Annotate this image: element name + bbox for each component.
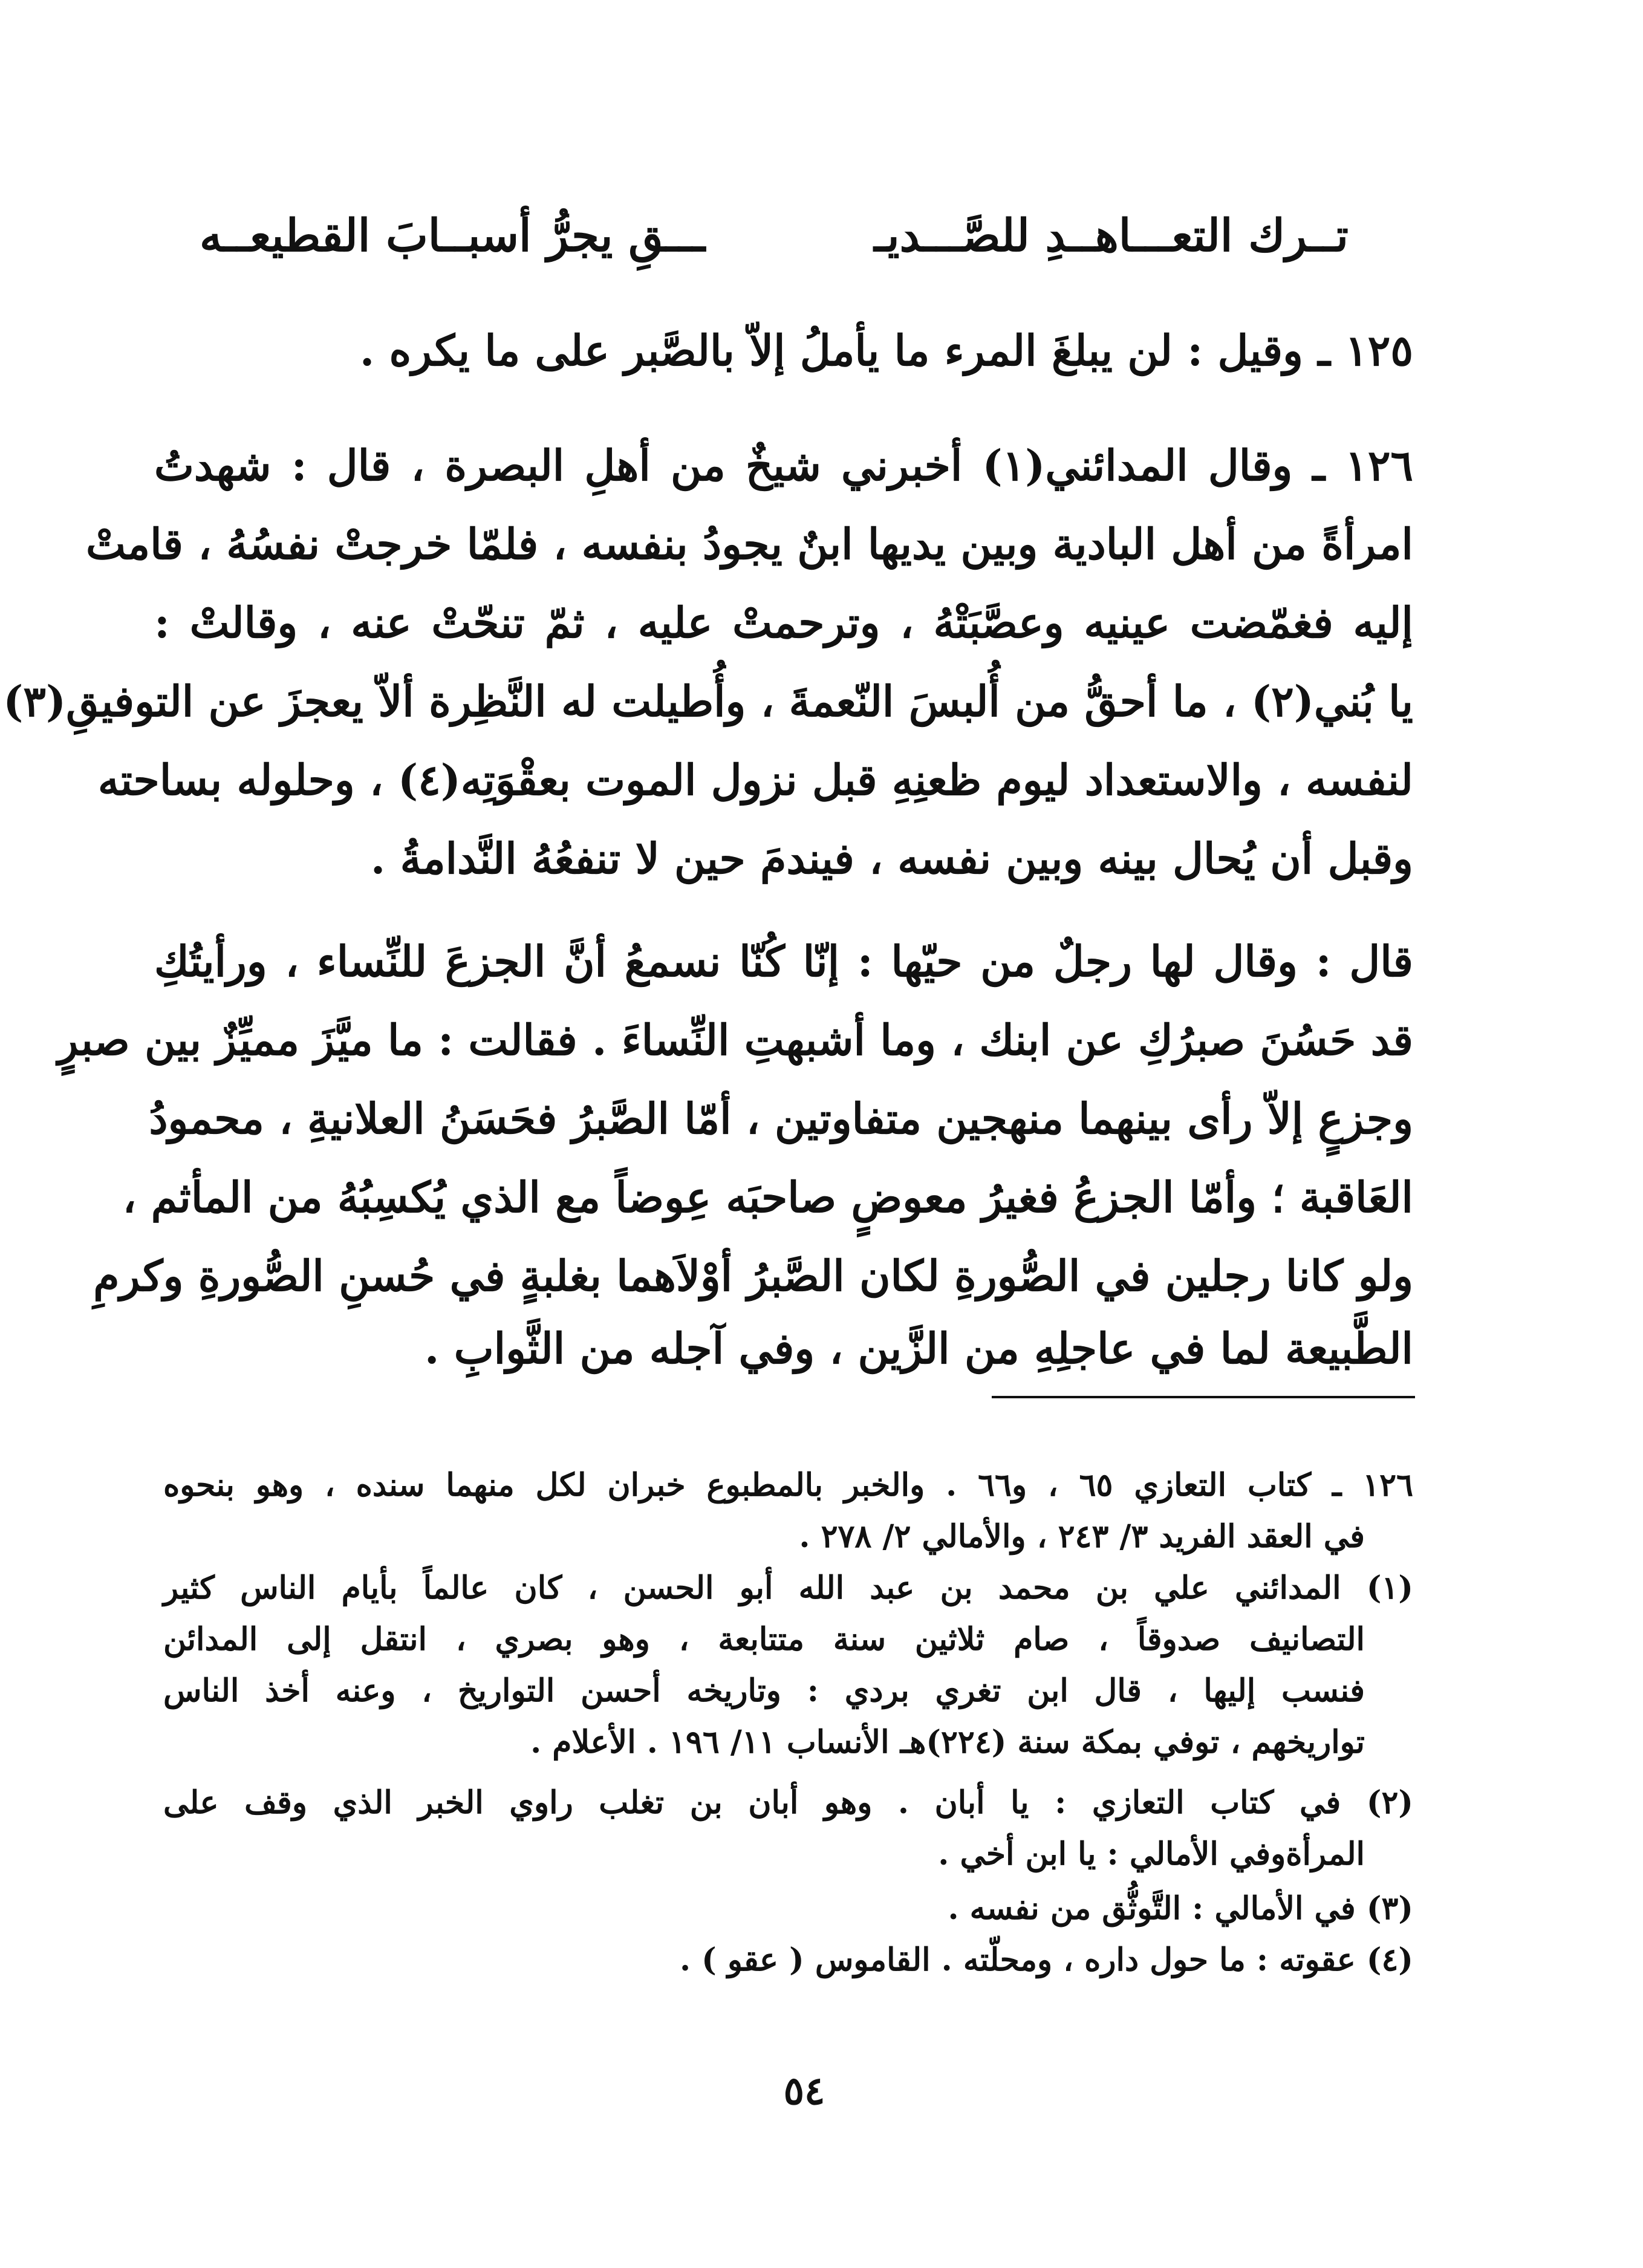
paragraph-2-line-3: وجزعٍ إلاّ رأى بينهما منهجين متفاوتين ، أمّا الصَّبرُ فحَسَنُ العلانيةِ ، محمودُ [149, 1093, 1413, 1144]
entry-126-line-6: وقبل أن يُحال بينه وبين نفسه ، فيندمَ حين لا تنفعُهُ النَّدامةُ . [370, 833, 1413, 884]
page-number: ٥٤ [783, 2068, 825, 2114]
poetry-verse [200, 200, 1349, 272]
paragraph-2-line-4: العَاقبة ؛ وأمّا الجزعُ فغيرُ معوضٍ صاحبَه عِوضاً مع الذي يُكسِبُهُ من المأثم ، [122, 1172, 1413, 1222]
footnote-2-line-2: المرأةوفي الأمالي : يا ابن أخي . [938, 1836, 1365, 1872]
footnote-1-line-1: (١) المدائني علي بن محمد بن عبد الله أبو الحسن ، كان عالماً بأيام الناس كثير [163, 1569, 1413, 1606]
paragraph-2-line-1: قال : وقال لها رجلٌ من حيّها : إنّا كُنّا نسمعُ أنَّ الجزعَ للنِّساء ، ورأيتُكِ [154, 936, 1413, 986]
entry-126-line-4: يا بُني(٢) ، ما أحقُّ من أُلبسَ النّعمةَ ، وأُطيلت له النَّظِرة ألاّ يعجزَ عن التوفيقِ(٣) [3, 676, 1413, 726]
footnote-1-line-3: فنسب إليها ، قال ابن تغري بردي : وتاريخه أحسن التواريخ ، وعنه أخذ الناس [163, 1672, 1365, 1709]
footnote-source-line-1: ١٢٦ ـ كتاب التعازي ٦٥ ، و٦٦ . والخبر بالمطبوع خبران لكل منهما سنده ، وهو بنحوه [163, 1467, 1413, 1504]
entry-125: ١٢٥ ـ وقيل : لن يبلغَ المرء ما يأملُ إلاّ بالصَّبر على ما يكره . [359, 325, 1413, 376]
footnote-4: (٤) عقوته : ما حول داره ، ومحلّته . القاموس ( عقو ) . [679, 1941, 1413, 1978]
paragraph-2-line-6: الطَّبيعة لما في عاجلِهِ من الزَّين ، وفي آجله من الثَّوابِ . [425, 1323, 1413, 1374]
entry-126-line-2: امرأةً من أهل البادية وبين يديها ابنٌ يجودُ بنفسه ، فلمّا خرجتْ نفسُهُ ، قامتْ [85, 519, 1413, 569]
entry-126-line-5: لنفسه ، والاستعداد ليوم ظعنِهِ قبل نزول الموت بعقْوَتِه(٤) ، وحلوله بساحته [97, 755, 1413, 805]
paragraph-2-line-5: ولو كانا رجلين في الصُّورةِ لكان الصَّبرُ أوْلاَهما بغلبةٍ في حُسنِ الصُّورةِ وكرمِ [93, 1251, 1413, 1301]
footnote-1-line-2: التصانيف صدوقاً ، صام ثلاثين سنة متتابعة ، وهو بصري ، انتقل إلى المدائن [163, 1621, 1365, 1658]
paragraph-2-line-2: قد حَسُنَ صبرُكِ عن ابنك ، وما أشبهتِ النِّساءَ . فقالت : ما ميَّزَ مميِّزٌ بين صبرٍ [57, 1015, 1413, 1065]
entry-126-line-3: إليه فغمّضت عينيه وعصَّبَتْهُ ، وترحمتْ عليه ، ثمّ تنحّتْ عنه ، وقالتْ : [154, 598, 1413, 648]
footnote-2-line-1: (٢) في كتاب التعازي : يا أبان . وهو أبان بن تغلب راوي الخبر الذي وقف على [163, 1784, 1413, 1821]
verse-first-hemistich: تــرك التعـــاهــدِ للصَّـــديـ [874, 210, 1349, 262]
footnote-3: (٣) في الأمالي : التَّوثُّق من نفسه . [948, 1890, 1413, 1927]
footnote-separator [992, 1396, 1415, 1398]
verse-second-hemistich: ـــقِ يجرُّ أسبــابَ القطيعــه [200, 210, 706, 262]
footnote-1-line-4: تواريخهم ، توفي بمكة سنة (٢٢٤)هـ الأنساب ١١/ ١٩٦ . الأعلام . [530, 1724, 1365, 1761]
entry-126-line-1: ١٢٦ ـ وقال المدائني(١) أخبرني شيخٌ من أهلِ البصرة ، قال : شهدتُ [154, 440, 1414, 490]
footnote-source-line-2: في العقد الفريد ٣/ ٢٤٣ ، والأمالي ٢/ ٢٧٨ . [799, 1518, 1365, 1555]
